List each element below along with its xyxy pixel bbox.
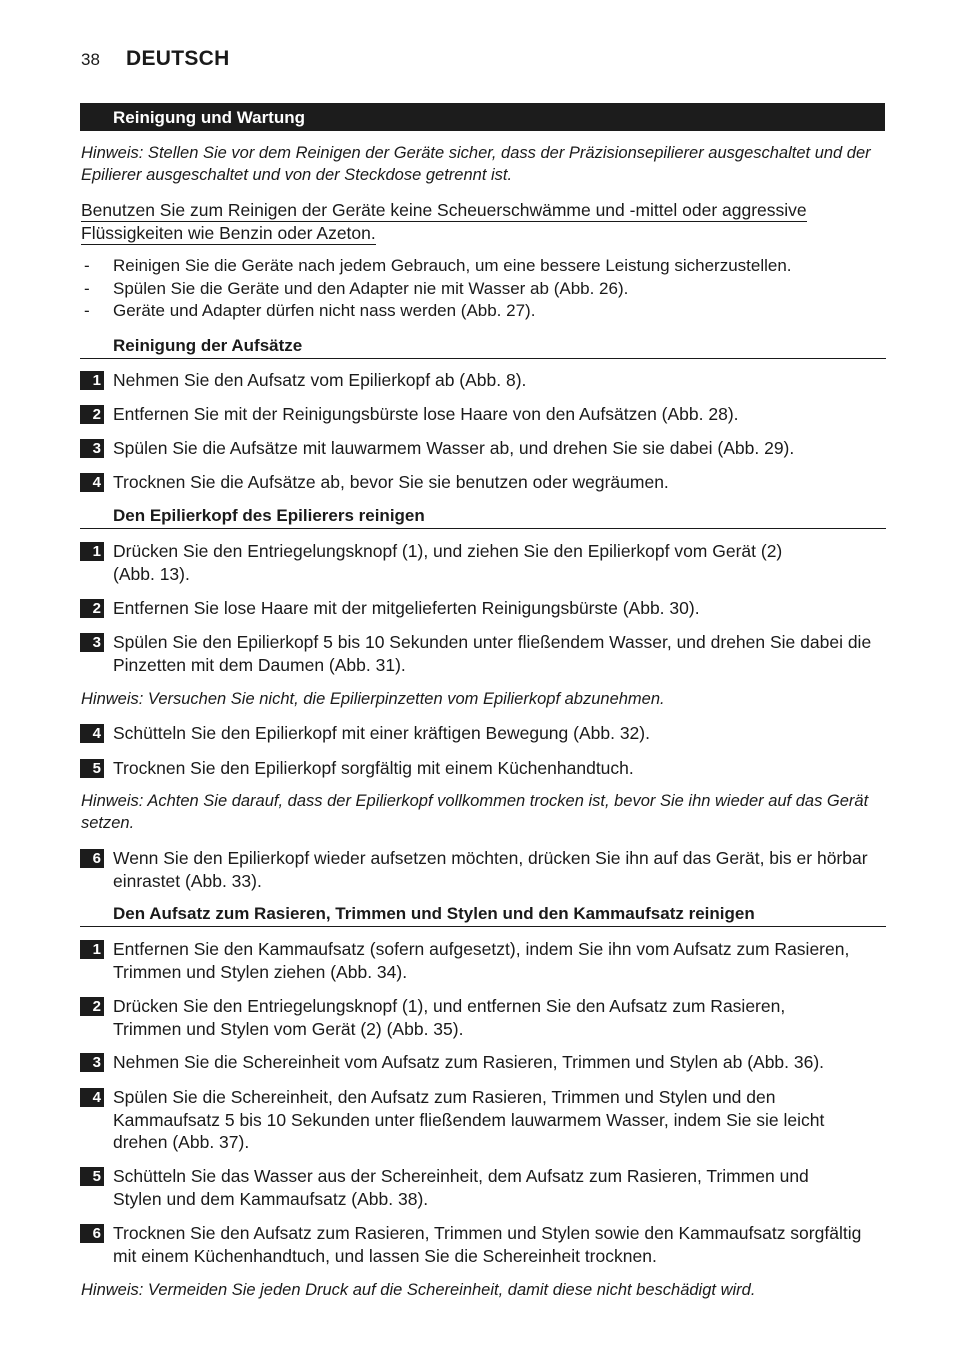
warning-cleaning-agents (81, 199, 881, 245)
step-text: Nehmen Sie den Aufsatz vom Epilierkopf ab (Abb. 8). (113, 370, 527, 390)
step-number: 1 (80, 371, 104, 390)
step-text: Entfernen Sie den Kammaufsatz (sofern aufgesetzt), indem Sie ihn vom Aufsatz zum Rasieren, Trimmen und Stylen ziehen (Abb. 34). (113, 939, 850, 982)
step-number: 2 (80, 997, 104, 1016)
note-no-pressure: Hinweis: Vermeiden Sie jeden Druck auf die Schereinheit, damit diese nicht beschädigt wird. (81, 1281, 756, 1299)
step-text: Schütteln Sie den Epilierkopf mit einer kräftigen Bewegung (Abb. 32). (113, 723, 650, 743)
step-number: 1 (80, 940, 104, 959)
step-number: 4 (80, 724, 104, 743)
list-item: - Spülen Sie die Geräte und den Adapter nie mit Wasser ab (Abb. 26). (84, 278, 629, 298)
step-number: 2 (80, 599, 104, 618)
list-item: - Geräte und Adapter dürfen nicht nass werden (Abb. 27). (84, 301, 536, 320)
step-text: Wenn Sie den Epilierkopf wieder aufsetzen möchten, drücken Sie ihn auf das Gerät, bis er hörbar einrastet (Abb. 33). (113, 848, 868, 891)
subheading-shaving-attachment (80, 904, 886, 927)
step-number: 3 (80, 439, 104, 458)
page-number: 38 (81, 50, 100, 69)
step-text: Spülen Sie die Schereinheit, den Aufsatz zum Rasieren, Trimmen und Stylen und den Kammaufsatz 5 bis 10 Sekunden unter fließendem lauwarmem Wasser, indem Sie sie leicht drehen (Abb. 37). (113, 1087, 825, 1152)
step-text: Trocknen Sie den Aufsatz zum Rasieren, Trimmen und Stylen sowie den Kammaufsatz sorgfältig mit einem Küchenhandtuch, und lassen Sie die Schereinheit trocknen. (113, 1223, 862, 1266)
list-item: - Reinigen Sie die Geräte nach jedem Gebrauch, um eine bessere Leistung sicherzustellen. (84, 256, 792, 275)
subheading-attachments (80, 336, 886, 359)
language-heading: DEUTSCH (126, 47, 230, 70)
step-text: Schütteln Sie das Wasser aus der Schereinheit, dem Aufsatz zum Rasieren, Trimmen und Stylen und dem Kammaufsatz (Abb. 38). (113, 1166, 809, 1209)
section-title: Reinigung und Wartung (113, 108, 305, 127)
step-text: Trocknen Sie den Epilierkopf sorgfältig mit einem Küchenhandtuch. (113, 758, 634, 778)
step-number: 3 (80, 1053, 104, 1072)
section-title-bar (80, 103, 885, 131)
warning-line-1: Benutzen Sie zum Reinigen der Geräte keine Scheuerschwämme und -mittel oder aggressive (81, 200, 807, 220)
step-number: 6 (80, 1224, 104, 1243)
step-number: 3 (80, 633, 104, 652)
step-number: 4 (80, 1088, 104, 1107)
note-tweezers: Hinweis: Versuchen Sie nicht, die Epilierpinzetten vom Epilierkopf abzunehmen. (81, 690, 665, 708)
step-number: 5 (80, 759, 104, 778)
subheading-text: Den Epilierkopf des Epilierers reinigen (113, 506, 425, 525)
step-text: Spülen Sie die Aufsätze mit lauwarmem Wasser ab, und drehen Sie sie dabei (Abb. 29). (113, 438, 795, 458)
warning-line-2: Flüssigkeiten wie Benzin oder Azeton. (81, 223, 376, 243)
step-text: Drücken Sie den Entriegelungsknopf (1), und ziehen Sie den Epilierkopf vom Gerät (2) (Abb. 13). (113, 541, 783, 584)
step-text: Drücken Sie den Entriegelungsknopf (1), und entfernen Sie den Aufsatz zum Rasieren, Trimmen und Stylen vom Gerät (2) (Abb. 35). (113, 996, 786, 1039)
note-power-off: Hinweis: Stellen Sie vor dem Reinigen der Geräte sicher, dass der Präzisionsepilierer ausgeschaltet und der Epilierer ausgeschaltet und von der Steckdose getrennt ist. (81, 144, 871, 184)
subheading-epilator-head (80, 506, 886, 529)
step-number: 5 (80, 1167, 104, 1186)
step-number: 4 (80, 473, 104, 492)
step-text: Entfernen Sie lose Haare mit der mitgelieferten Reinigungsbürste (Abb. 30). (113, 598, 700, 618)
subheading-text: Reinigung der Aufsätze (113, 336, 303, 355)
subheading-text: Den Aufsatz zum Rasieren, Trimmen und Stylen und den Kammaufsatz reinigen (113, 904, 755, 923)
step-text: Nehmen Sie die Schereinheit vom Aufsatz zum Rasieren, Trimmen und Stylen ab (Abb. 36). (113, 1052, 825, 1072)
step-number: 2 (80, 405, 104, 424)
step-text: Spülen Sie den Epilierkopf 5 bis 10 Sekunden unter fließendem Wasser, und drehen Sie dabei die Pinzetten mit dem Daumen (Abb. 31). (113, 632, 872, 675)
step-number: 1 (80, 542, 104, 561)
step-text: Trocknen Sie die Aufsätze ab, bevor Sie sie benutzen oder wegräumen. (113, 472, 669, 492)
note-dry-head: Hinweis: Achten Sie darauf, dass der Epilierkopf vollkommen trocken ist, bevor Sie ihn wieder auf das Gerät setzen. (81, 792, 869, 832)
bullet-list (81, 255, 881, 323)
step-text: Entfernen Sie mit der Reinigungsbürste lose Haare von den Aufsätzen (Abb. 28). (113, 404, 739, 424)
step-number: 6 (80, 849, 104, 868)
